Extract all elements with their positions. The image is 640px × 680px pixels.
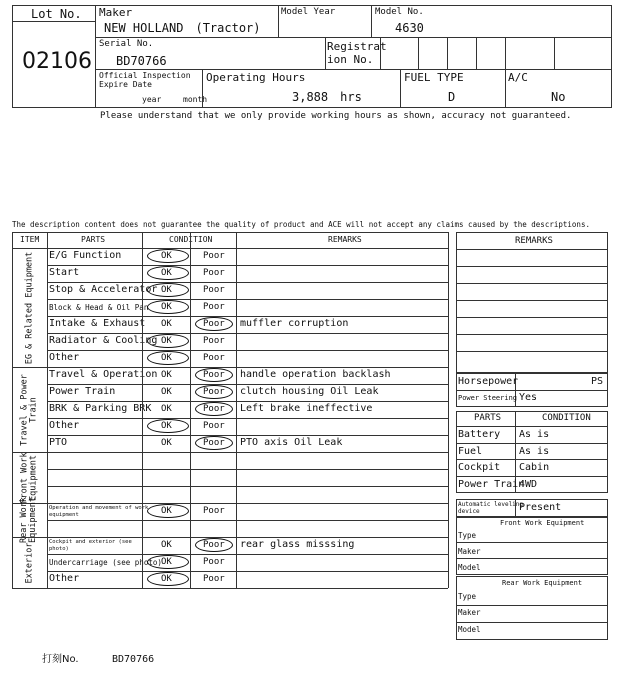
part-label: Power Train — [49, 386, 116, 397]
divider — [47, 418, 448, 419]
selected-circle-poor — [195, 402, 233, 416]
poor-option: Poor — [203, 319, 225, 329]
divider — [47, 282, 448, 283]
remark-text: clutch housing Oil Leak — [240, 386, 379, 397]
poor-option: Poor — [203, 336, 225, 346]
selected-circle-ok — [147, 351, 189, 365]
poor-option: Poor — [203, 353, 225, 363]
divider — [456, 443, 608, 444]
divider — [448, 232, 449, 588]
divider — [456, 542, 608, 543]
stamp-value: BD70766 — [112, 654, 155, 665]
operating-hours-label: Operating Hours — [206, 71, 306, 84]
poor-option: Poor — [203, 268, 225, 278]
selected-circle-poor — [195, 368, 233, 382]
rear-field-type: Type — [458, 592, 477, 601]
divider — [456, 351, 608, 352]
poor-option: Poor — [203, 404, 225, 414]
divider — [47, 384, 448, 385]
divider — [47, 571, 448, 572]
ok-option: OK — [161, 506, 172, 516]
operating-hours-value: 3,888 hrs — [292, 90, 362, 104]
divider — [325, 37, 326, 69]
column-header-parts: PARTS — [81, 235, 106, 244]
divider — [190, 232, 191, 588]
column-header-condition: CONDITION — [169, 235, 213, 244]
selected-circle-ok — [147, 249, 189, 263]
part-name: Power Train — [458, 479, 525, 490]
divider — [47, 435, 448, 436]
divider — [47, 554, 448, 555]
poor-option: Poor — [203, 540, 225, 550]
selected-circle-ok — [147, 283, 189, 297]
rear-work-title: Rear Work Equipment — [502, 579, 583, 587]
part-label: Other — [49, 420, 80, 431]
divider — [456, 390, 608, 391]
expire-date-label: Expire Date — [99, 80, 152, 89]
divider — [47, 367, 448, 368]
parts-header: PARTS — [474, 413, 502, 423]
part-value: As is — [519, 429, 550, 440]
column-header-remarks: REMARKS — [328, 235, 362, 244]
ac-value: No — [551, 90, 566, 104]
ac-label: A/C — [508, 71, 528, 84]
power-steering-value: Yes — [519, 392, 538, 403]
horsepower-label: Horsepower — [458, 376, 519, 387]
auto-leveling-value: Present — [519, 502, 562, 513]
divider — [95, 69, 612, 70]
part-value: Cabin — [519, 462, 550, 473]
divider — [371, 5, 372, 37]
divider — [456, 266, 608, 267]
selected-circle-ok — [147, 266, 189, 280]
divider — [95, 37, 612, 38]
divider — [47, 265, 448, 266]
remark-text: handle operation backlash — [240, 369, 391, 380]
divider — [142, 232, 143, 588]
official-inspection-label: Official Inspection — [99, 71, 191, 80]
divider — [47, 503, 448, 504]
rear-field-maker: Maker — [458, 608, 481, 617]
divider — [456, 622, 608, 623]
selected-circle-poor — [195, 538, 233, 552]
ok-option: OK — [161, 285, 172, 295]
ok-option: OK — [161, 319, 172, 329]
ok-option: OK — [161, 268, 172, 278]
divider — [47, 232, 48, 588]
auto-leveling-label: Automatic leveling device — [458, 501, 524, 515]
part-name: Battery — [458, 429, 501, 440]
ok-option: OK — [161, 251, 172, 261]
part-name: Cockpit — [458, 462, 501, 473]
ok-option: OK — [161, 336, 172, 346]
horsepower-unit: PS — [591, 376, 604, 387]
ok-option: OK — [161, 421, 172, 431]
lot-label: Lot No. — [31, 7, 82, 21]
part-label: BRK & Parking BRK — [49, 403, 152, 414]
part-label: Block & Head & Oil Pan — [49, 303, 149, 312]
divider — [12, 232, 13, 588]
divider — [47, 469, 448, 470]
ok-option: OK — [161, 404, 172, 414]
ok-option: OK — [161, 574, 172, 584]
part-label: Stop & Accelerator — [49, 284, 158, 295]
divider — [47, 350, 448, 351]
divider — [47, 333, 448, 334]
divider — [456, 426, 608, 427]
ok-option: OK — [161, 438, 172, 448]
section-label: Travel & Power Train — [19, 373, 38, 446]
part-label: Travel & Operation — [49, 369, 158, 380]
ok-option: OK — [161, 302, 172, 312]
stamp-label: 打刻No. — [42, 654, 79, 665]
divider — [47, 486, 448, 487]
registration-label: Registrat ion No. — [327, 40, 387, 66]
divider — [418, 37, 419, 69]
part-label: Intake & Exhaust — [49, 318, 146, 329]
section-label: Front Work Equipment — [19, 451, 38, 504]
divider — [505, 37, 506, 69]
part-label: Radiator & Cooling — [49, 335, 158, 346]
ok-option: OK — [161, 557, 172, 567]
poor-option: Poor — [203, 506, 225, 516]
serial-label: Serial No. — [99, 39, 154, 49]
selected-circle-ok — [147, 572, 189, 586]
remark-text: muffler corruption — [240, 318, 349, 329]
divider — [447, 37, 448, 69]
fuel-type-label: FUEL TYPE — [404, 71, 464, 84]
selected-circle-ok — [147, 300, 189, 314]
model-no-value: 4630 — [395, 21, 424, 35]
serial-value: BD70766 — [116, 54, 167, 68]
selected-circle-ok — [147, 555, 189, 569]
part-name: Fuel — [458, 446, 483, 457]
divider — [47, 520, 448, 521]
divider — [12, 232, 448, 233]
maker-label: Maker — [99, 6, 133, 19]
poor-option: Poor — [203, 574, 225, 584]
front-field-maker: Maker — [458, 547, 481, 556]
divider — [456, 283, 608, 284]
ok-option: OK — [161, 353, 172, 363]
divider — [47, 588, 448, 589]
maker-value: NEW HOLLAND (Tractor) — [104, 21, 261, 35]
fuel-type-value: D — [448, 90, 456, 104]
poor-option: Poor — [203, 285, 225, 295]
divider — [95, 5, 96, 108]
divider — [456, 300, 608, 301]
divider — [476, 37, 477, 69]
poor-option: Poor — [203, 302, 225, 312]
part-label: E/G Function — [49, 250, 122, 261]
part-value: As is — [519, 446, 550, 457]
ok-option: OK — [161, 370, 172, 380]
poor-option: Poor — [203, 438, 225, 448]
divider — [456, 249, 608, 250]
poor-option: Poor — [203, 370, 225, 380]
front-work-title: Front Work Equipment — [500, 519, 585, 527]
selected-circle-poor — [195, 317, 233, 331]
remark-text: PTO axis Oil Leak — [240, 437, 343, 448]
power-steering-label: Power Steering — [458, 394, 518, 402]
year-label: year — [142, 95, 162, 104]
right-remarks-header: REMARKS — [515, 236, 553, 246]
poor-option: Poor — [203, 421, 225, 431]
poor-option: Poor — [203, 387, 225, 397]
lot-number: 02106 — [22, 49, 92, 74]
condition-header: CONDITION — [542, 413, 591, 423]
part-label: PTO — [49, 437, 68, 448]
selected-circle-ok — [147, 419, 189, 433]
divider — [505, 69, 506, 108]
model-year-label: Model Year — [281, 7, 336, 17]
column-header-item: ITEM — [20, 235, 40, 244]
divider — [47, 452, 448, 453]
divider — [456, 605, 608, 606]
selected-circle-poor — [195, 436, 233, 450]
model-no-label: Model No. — [375, 7, 424, 17]
divider — [12, 248, 448, 249]
divider — [47, 316, 448, 317]
poor-option: Poor — [203, 557, 225, 567]
part-label: Other — [49, 573, 80, 584]
divider — [278, 5, 279, 37]
divider — [12, 588, 47, 589]
poor-option: Poor — [203, 251, 225, 261]
description-notice: The description content does not guarantee the quality of product and ACE will not accept any claims caused by the descriptions. — [12, 220, 590, 229]
remark-text: Left brake ineffective — [240, 403, 373, 414]
section-label: Exterior — [23, 542, 34, 583]
section-label: EG & Related Equipment — [23, 251, 34, 364]
divider — [236, 232, 237, 588]
ok-option: OK — [161, 387, 172, 397]
divider — [47, 537, 448, 538]
divider — [456, 558, 608, 559]
divider — [554, 37, 555, 69]
part-label: Start — [49, 267, 80, 278]
ok-option: OK — [161, 540, 172, 550]
front-field-model: Model — [458, 563, 481, 572]
part-label: Cockpit and exterior (see photo) — [49, 539, 132, 552]
selected-circle-ok — [147, 334, 189, 348]
section-label: Rear Work Equipment — [19, 496, 38, 544]
divider — [12, 21, 95, 22]
divider — [456, 317, 608, 318]
part-label: Other — [49, 352, 80, 363]
divider — [456, 476, 608, 477]
divider — [456, 459, 608, 460]
hours-notice: Please understand that we only provide working hours as shown, accuracy not guaranteed. — [100, 111, 572, 121]
divider — [456, 334, 608, 335]
part-label: Undercarriage (see photo) — [49, 558, 162, 567]
part-value: 4WD — [519, 479, 538, 490]
front-field-type: Type — [458, 531, 477, 540]
month-label: month — [183, 95, 208, 104]
rear-field-model: Model — [458, 625, 481, 634]
divider — [47, 401, 448, 402]
divider — [47, 299, 448, 300]
divider — [400, 69, 401, 108]
part-label: Operation and movement of work equipment — [49, 505, 149, 518]
selected-circle-ok — [147, 504, 189, 518]
selected-circle-poor — [195, 385, 233, 399]
remark-text: rear glass misssing — [240, 539, 355, 550]
